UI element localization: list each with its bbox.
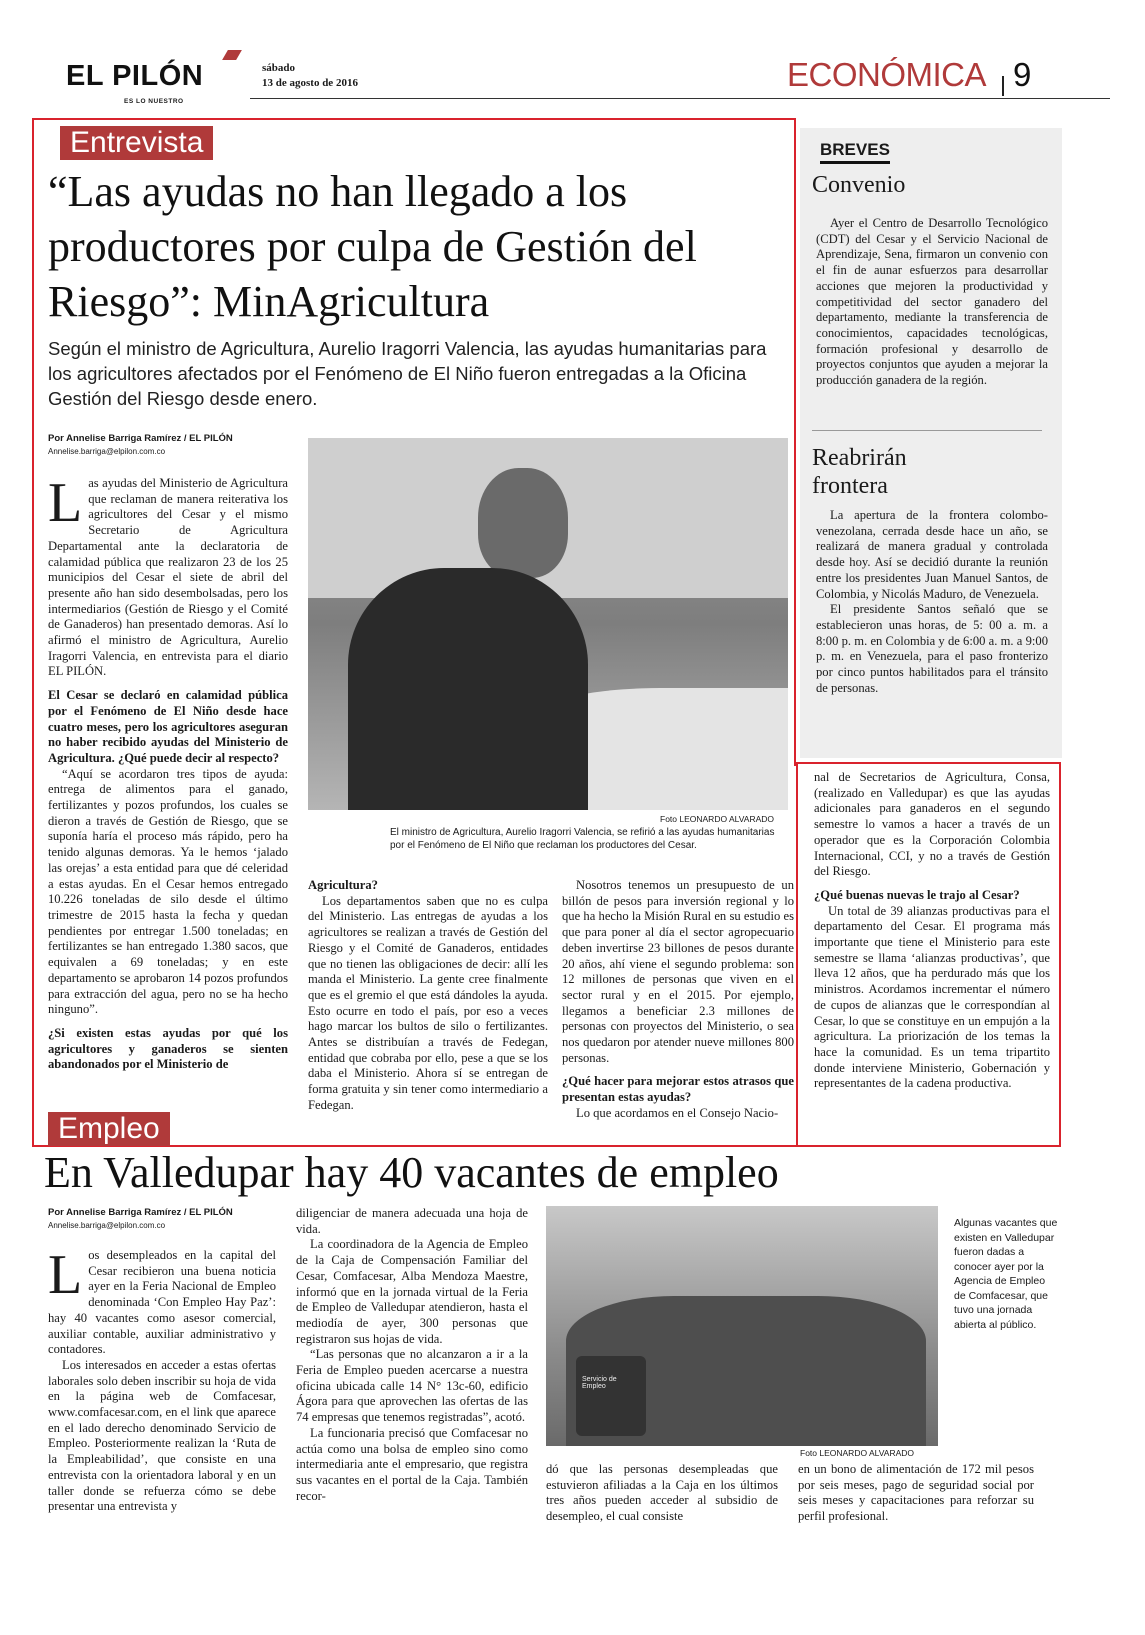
logo-text: EL PILÓN — [66, 60, 204, 92]
breves-item1-title: Convenio — [812, 172, 906, 198]
photo-banner — [576, 1356, 646, 1436]
masthead-day: sábado — [262, 62, 296, 74]
interview-deck: Según el ministro de Agricultura, Aurelio Iragorri Valencia, las ayudas humanitarias para los agricultores afectados por el Fenómeno de El Niño fueron entregadas a la Oficina Gestión del Riesgo desde enero. — [48, 338, 767, 409]
interview-photo-caption: El ministro de Agricultura, Aurelio Iragorri Valencia, se refirió a las ayudas humanitarias por el Fenómeno de El Niño que reclaman los productores del Cesar. — [390, 827, 775, 851]
interview-byline-email: Annelise.barriga@elpilon.com.co — [48, 447, 166, 456]
empleo-byline-author: Por Annelise Barriga Ramírez / EL PILÓN — [48, 1207, 233, 1218]
breves-item1-body: Ayer el Centro de Desarrollo Tecnológico (CDT) del Cesar y el Servicio Nacional de Aprendizaje, Sena, firmaron un convenio con el fin de aunar esfuerzos para desarrollar acciones que mejoren la productividad y competitividad del sector ganadero del departamento, mediante la transferencia de conocimientos, capacidades tecnológicas, formación profesional y desarrollo de proyectos conjuntos que ayuden a mejorar la producción ganadera de la región. — [816, 216, 1048, 388]
interview-col2-question: Agricultura? — [308, 878, 378, 892]
empleo-col2-p3: “Las personas que no alcanzaron a ir a la Feria de Empleo pueden acercarse a nuestra oficina ubicada calle 14 N° 13c-60, edificio Ágora para que aprovechen las ofertas de las 74 empresas que tenemos registradas”, acotó. — [296, 1347, 528, 1425]
interview-col1-p2: “Aquí se acordaron tres tipos de ayuda: entrega de alimentos para el ganado, fertilizantes y pozos profundos, los cuales se dieron a través de Gestión de Riesgo, que se suponía haría el proceso más rápido, pero ha tenido algunas demoras. Ya le hemos ‘jalado las orejas’ a esta entidad para que dé celeridad a estas ayudas. En el Cesar hemos entregado 10.226 toneladas de silo desde el último trimestre de 2015 hasta la fecha y quedan pendientes por entregar 1.500 toneladas; en fertilizantes se han entregado 1.380 sacos, que equivalen a 69 toneladas; y en este departamento se aprobaron 14 pozos profundos para extracción del agua, pero no se ha hecho ninguno”. — [48, 766, 288, 1017]
breves-item2-body: La apertura de la frontera colombo-venezolana, cerrada desde hace un año, se realizará de manera gradual y controlada desde hoy. Así se decidió durante la reunión entre los presidentes Juan Manuel Santos, de Colombia, y Nicolás Maduro, de Venezuela. — [816, 508, 1048, 601]
interview-col2 — [308, 878, 548, 1114]
breves-label: BREVES — [820, 140, 890, 164]
empleo-photo-caption: Algunas vacantes que existen en Valledupar fueron dadas a conocer ayer por la Agencia de Empleo de Comfacesar, que tuvo una jornada abierta al público. — [954, 1217, 1058, 1331]
breves-item2-title: Reabrirán frontera — [812, 445, 907, 499]
empleo-col4 — [798, 1462, 1034, 1525]
section-divider — [1002, 76, 1004, 96]
empleo-col2-p1: diligenciar de manera adecuada una hoja de vida. — [296, 1206, 528, 1236]
interview-col1-p1: as ayudas del Ministerio de Agricultura que reclaman de manera reiterativa los agricultores del Cesar y el mismo Secretario de Agricultura Departamental ante la declaratoria de calamidad pública que realizaron 23 de los 25 municipios del Cesar el siete de abril del presente año han sido desembolsadas, pero los intermediarios (Gestión de Riesgo y el Comité de Ganaderos) han presentado demoras. Así lo afirmó el ministro de Agricultura, Aurelio Iragorri Valencia, en entrevista para el diario EL PILÓN. — [48, 476, 288, 679]
interview-col4 — [814, 770, 1050, 1092]
empleo-col3 — [546, 1462, 778, 1525]
interview-col3-p2: Lo que acordamos en el Consejo Nacio- — [576, 1105, 779, 1120]
interview-col4-question: ¿Qué buenas nuevas le trajo al Cesar? — [814, 887, 1020, 902]
empleo-col1-p1: os desempleados en la capital del Cesar recibieron una buena noticia ayer en la Feria Nacional de Empleo denominada ‘Con Empleo Hay Paz’: hay 40 vacantes como asesor comercial, auxiliar contable, auxiliar administrativo y contadores. — [48, 1248, 276, 1357]
interview-col1 — [48, 472, 288, 1073]
interview-col1-question2: ¿Si existen estas ayudas por qué los agricultores y ganaderos se sienten abandonados por el Ministerio de — [48, 1025, 288, 1072]
empleo-headline: En Valledupar hay 40 vacantes de empleo — [44, 1148, 779, 1197]
empleo-col2-p2: La coordinadora de la Agencia de Empleo de la Caja de Compensación Familiar del Cesar, Comfacesar, Alba Mendoza Maestre, informó que en la jornada virtual de la Feria de Empleo de Valledupar atendieron, hasta el mediodía de ayer, 300 personas que registraron sus hojas de vida. — [296, 1237, 528, 1346]
breves-item1-text — [816, 216, 1048, 389]
empleo-photo-credit: Foto LEONARDO ALVARADO — [800, 1448, 914, 1458]
logo-slogan: ES LO NUESTRO — [124, 98, 184, 105]
breves-item2-text — [816, 508, 1048, 696]
empleo-col2-p4: La funcionaria precisó que Comfacesar no actúa como una bolsa de empleo sino como intermediaria ante el empresario, que registra sus vacantes en el portal de la Caja. También recor- — [296, 1425, 528, 1503]
logo — [66, 60, 203, 93]
empleo-col2 — [296, 1206, 528, 1504]
section-name: ECONÓMICA — [787, 56, 987, 93]
empleo-photo — [546, 1206, 938, 1446]
interview-col3-p: Nosotros tenemos un presupuesto de un billón de pesos para inversión regional y lo que ha hecho la Misión Rural en su estudio es que para poner al día el sector agropecuario deben invertirse 23 billones de pesos durante 20 años, ahí viene el segundo problema: son 12 millones de personas que viven en el sector rural y en el 2015. Por ejemplo, llegamos a beneficiar 2.3 millones de personas con proyectos del Ministerio, o sea nos quedaron por atender nueve millones 800 personas. — [562, 878, 794, 1065]
interview-col1-question1: El Cesar se declaró en calamidad pública por el Fenómeno de El Niño desde hace cuatro meses, pero los agricultores aseguran no haber recibido ayudas del Ministerio de Agricultura. ¿Qué puede decir al respecto? — [48, 688, 288, 765]
masthead-rule — [250, 98, 1110, 99]
empleo-byline — [48, 1206, 288, 1232]
interview-headline: “Las ayudas no han llegado a los productores por culpa de Gestión del Riesgo”: MinAgricultura — [48, 167, 697, 326]
empleo-col1 — [48, 1244, 276, 1515]
logo-accent-icon — [222, 50, 242, 60]
interview-col3 — [562, 878, 794, 1122]
interview-dropcap: L — [48, 472, 83, 534]
interview-photo — [308, 438, 788, 810]
photo-banner-text: Servicio de Empleo — [582, 1376, 617, 1390]
interview-byline — [48, 432, 288, 458]
interview-col2-p: Los departamentos saben que no es culpa del Ministerio. Las entregas de ayudas a los agricultores se realizan a través de Gestión del Riesgo y el Comité de Ganaderos, entidades que no tienen las obligaciones de decir: allí les manda el Ministerio. La gente cree finalmente que es el gremio el que está dándoles la ayuda. Esto ocurre en todo el país, por eso a veces hago marcar los bultos de silo o fertilizantes. Antes se distribuían a través de Fedegan, entidad que cobraba por ello, pese a que se los daba el Ministerio. Ahora sí se entregan de forma gratuita y sin tener como intermediario a Fedegan. — [308, 893, 548, 1112]
interview-kicker: Entrevista — [60, 126, 213, 160]
page-number: 9 — [1013, 56, 1032, 93]
interview-col3-question: ¿Qué hacer para mejorar estos atrasos que presentan estas ayudas? — [562, 1074, 794, 1105]
breves-divider — [812, 430, 1042, 431]
masthead — [40, 50, 1110, 110]
masthead-date: 13 de agosto de 2016 — [262, 77, 358, 89]
interview-byline-author: Por Annelise Barriga Ramírez / EL PILÓN — [48, 433, 233, 444]
breves-item2-body2: El presidente Santos señaló que se establecieron unas horas, de 5: 00 a. m. a 8:00 p. m. en Colombia y de 6:00 a. m. a 9:00 p. m. en Venezuela, para el paso fronterizo por cinco puntos habilitados para el tránsito de personas. — [816, 602, 1048, 695]
empleo-byline-email: Annelise.barriga@elpilon.com.co — [48, 1221, 166, 1230]
interview-photo-credit: Foto LEONARDO ALVARADO — [660, 814, 774, 824]
empleo-col4-p: en un bono de alimentación de 172 mil pesos por seis meses, pago de seguridad social por seis meses y capacitaciones para reforzar su perfil profesional. — [798, 1462, 1034, 1524]
empleo-kicker: Empleo — [48, 1112, 170, 1146]
photo-person-head — [478, 468, 568, 578]
empleo-col1-p2: Los interesados en acceder a estas ofertas laborales solo deben inscribir su hoja de vida en la página web de Comfacesar, www.comfacesar.com, en el link que aparece en el lado derecho denominado Servicio de Empleo. Posteriormente realizan la ‘Ruta de la Empleabilidad’, que consiste en una entrevista con la orientadora laboral y en un taller donde se refuerza cómo se debe presentar una entrevista y — [48, 1357, 276, 1514]
photo-person-body — [348, 568, 588, 810]
empleo-dropcap: L — [48, 1244, 83, 1306]
interview-col4-p: nal de Secretarios de Agricultura, Consa, (realizado en Valledupar) es que las ayudas adicionales para ganaderos en el segundo semestre lo vamos a hacer a través de un operador que es la Corporación Colombia Internacional, CCI, y no a través de Gestión del Riesgo. — [814, 770, 1050, 879]
interview-col4-p2: Un total de 39 alianzas productivas para el departamento del Cesar. El programa más importante que tiene el Ministerio para este semestre se llama ‘alianzas productivas’, que lleva 12 años, que ha perdurado más que los ministros. Acordamos incrementar el número de cupos de alianzas que le correspondían al Cesar, lo que se constituye en un empujón a la agricultura. La priorización de los temas la hace la comunidad. Es un tema tripartito donde interviene Ministerio, Gobernación y representantes de la cadena productiva. — [814, 903, 1050, 1091]
empleo-col3-p: dó que las personas desempleadas que estuvieron afiliadas a la Caja en los últimos tres años pueden acceder al subsidio de desempleo, el cual consiste — [546, 1462, 778, 1524]
